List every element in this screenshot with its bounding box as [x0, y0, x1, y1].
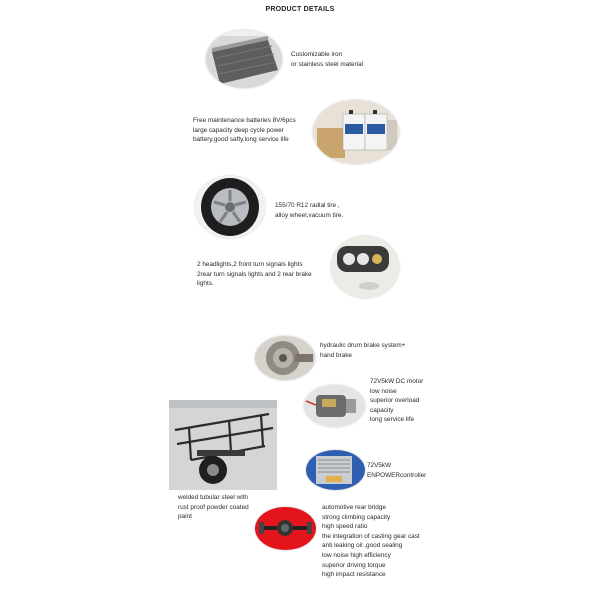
tire-line-1: 155/70 R12 radial tire ,	[275, 202, 340, 209]
chassis-frame-photo	[169, 400, 277, 490]
brake-line-2: hand brake	[320, 351, 352, 359]
lights-line-1: 2 headlights,2 front turn signals lights	[197, 261, 303, 268]
motor-line-1: 72V5kW DC motor	[370, 378, 424, 385]
rear-bridge-line-6: low noise high efficiency	[322, 551, 391, 559]
headlight-photo	[331, 236, 399, 298]
rear-bridge-line-1: automotive rear bridge	[322, 504, 386, 511]
controller-line-2: ENPOWERcontroller	[367, 471, 427, 479]
battery-line-1: Free maintenance batteries 8V/6pcs	[193, 117, 296, 124]
battery-line-2: large capacity deep cycle power	[193, 126, 284, 134]
motor-line-4: capacity	[370, 406, 394, 414]
alloy-wheel-photo	[195, 176, 265, 238]
chassis-line-2: rust proof powder coated	[178, 503, 249, 511]
body-material-text	[291, 50, 363, 69]
lights-line-3: lights.	[197, 280, 214, 288]
rear-bridge-line-4: the integration of casting gear cast	[322, 532, 420, 540]
rear-bridge-text	[322, 503, 420, 580]
chassis-text	[178, 493, 249, 522]
body-line-2: or stainless steel material	[291, 60, 364, 68]
chassis-line-1: welded tubular steel with	[178, 494, 248, 501]
battery-text	[193, 116, 296, 145]
lights-line-2: 2rear turn signals lights and 2 rear brake	[197, 270, 312, 278]
drum-brake-photo	[255, 336, 315, 380]
lights-text	[197, 260, 312, 289]
rear-bridge-line-2: strong climbing capacity	[322, 513, 391, 521]
brake-text	[320, 341, 405, 360]
rear-bridge-line-5: anti leaking oil ,good sealing	[322, 542, 403, 550]
body-line-1: Customizable iron	[291, 51, 343, 58]
rear-axle-photo	[255, 507, 316, 550]
controller-photo	[306, 450, 365, 490]
rear-bridge-line-3: high speed ratio	[322, 523, 368, 531]
controller-text	[367, 461, 426, 480]
tire-line-2: alloy wheel,vacuum tire.	[275, 211, 344, 219]
brake-line-1: hydraulic drum brake system+	[320, 342, 406, 349]
rear-bridge-line-8: high impact resistance	[322, 571, 386, 579]
motor-text	[370, 377, 423, 425]
rear-bridge-line-7: superior driving torque	[322, 561, 386, 569]
chassis-line-3: paint	[178, 513, 192, 521]
motor-line-3: superior overload	[370, 397, 420, 405]
motor-line-2: low noise	[370, 387, 397, 395]
cargo-bed-photo	[206, 30, 282, 88]
page-title: PRODUCT DETAILS	[265, 6, 335, 13]
dc-motor-photo	[304, 385, 365, 427]
battery-line-3: battery,good safty,long service life	[193, 136, 289, 144]
battery-photo	[313, 100, 399, 164]
motor-line-5: long service life	[370, 416, 415, 424]
tire-text	[275, 201, 343, 220]
controller-line-1: 72V5kW	[367, 462, 392, 469]
